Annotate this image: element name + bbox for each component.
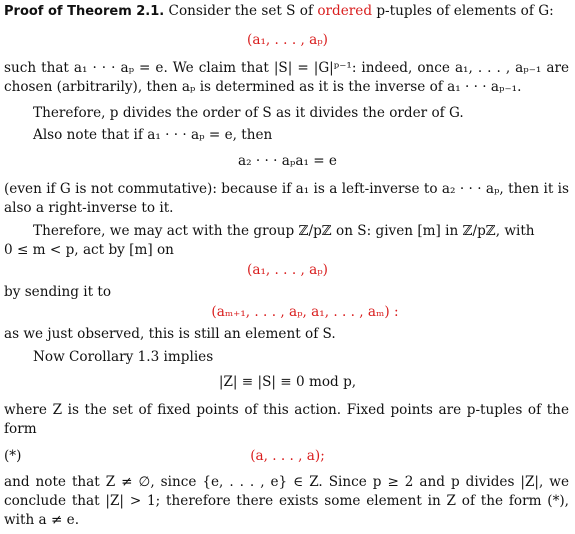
proof-line-9: also a right-inverse to it. <box>4 200 174 216</box>
ordered-emphasis: ordered <box>317 3 373 19</box>
proof-line-4: chosen (arbitrarily), then aₚ is determined as it is the inverse of a₁ · · · aₚ₋₁. <box>4 79 522 95</box>
proof-line-19: form <box>4 421 37 437</box>
cyclic-equation: a₂ · · · aₚa₁ = e <box>238 153 337 169</box>
proof-line-21: and note that Z ≠ ∅, since {e, . . . , e} ∈ Z. Since p ≥ 2 and p divides |Z|, we <box>4 474 569 490</box>
tuple-display-1: (a₁, . . . , aₚ) <box>247 32 328 48</box>
proof-line-15: as we just observed, this is still an element of S. <box>4 326 336 342</box>
tuple-display-fixed: (a, . . . , a); <box>250 448 325 464</box>
proof-line-3: such that a₁ · · · aₚ = e. We claim that |S| = |G|ᵖ⁻¹: indeed, once a₁, . . . , aₚ₋₁ are <box>4 60 569 76</box>
proof-line-6: Also note that if a₁ · · · aₚ = e, then <box>33 127 273 143</box>
line-1-text-a: Consider the set S of <box>164 3 318 19</box>
proof-line-23: with a ≠ e. <box>4 512 80 528</box>
star-label: (*) <box>4 448 22 464</box>
proof-line-13: by sending it to <box>4 284 112 300</box>
proof-line-1 <box>4 2 554 21</box>
line-1-text-b: p-tuples of elements of G: <box>372 3 554 19</box>
proof-line-16: Now Corollary 1.3 implies <box>33 349 214 365</box>
proof-line-22: conclude that |Z| > 1; therefore there exists some element in Z of the form (*), <box>4 493 569 509</box>
proof-line-5: Therefore, p divides the order of S as it divides the order of G. <box>33 105 464 121</box>
tuple-display-rotated: (aₘ₊₁, . . . , aₚ, a₁, . . . , aₘ) : <box>211 304 399 320</box>
proof-line-8: (even if G is not commutative): because if a₁ is a left-inverse to a₂ · · · aₚ, then it is <box>4 181 569 197</box>
proof-line-10: Therefore, we may act with the group ℤ/pℤ on S: given [m] in ℤ/pℤ, with <box>33 223 535 239</box>
tuple-display-2: (a₁, . . . , aₚ) <box>247 262 328 278</box>
proof-line-11: 0 ≤ m < p, act by [m] on <box>4 242 174 258</box>
proof-line-18: where Z is the set of fixed points of this action. Fixed points are p-tuples of the <box>4 402 569 418</box>
proof-heading: Proof of Theorem 2.1. <box>4 4 165 19</box>
mod-equation: |Z| ≡ |S| ≡ 0 mod p, <box>218 374 357 390</box>
